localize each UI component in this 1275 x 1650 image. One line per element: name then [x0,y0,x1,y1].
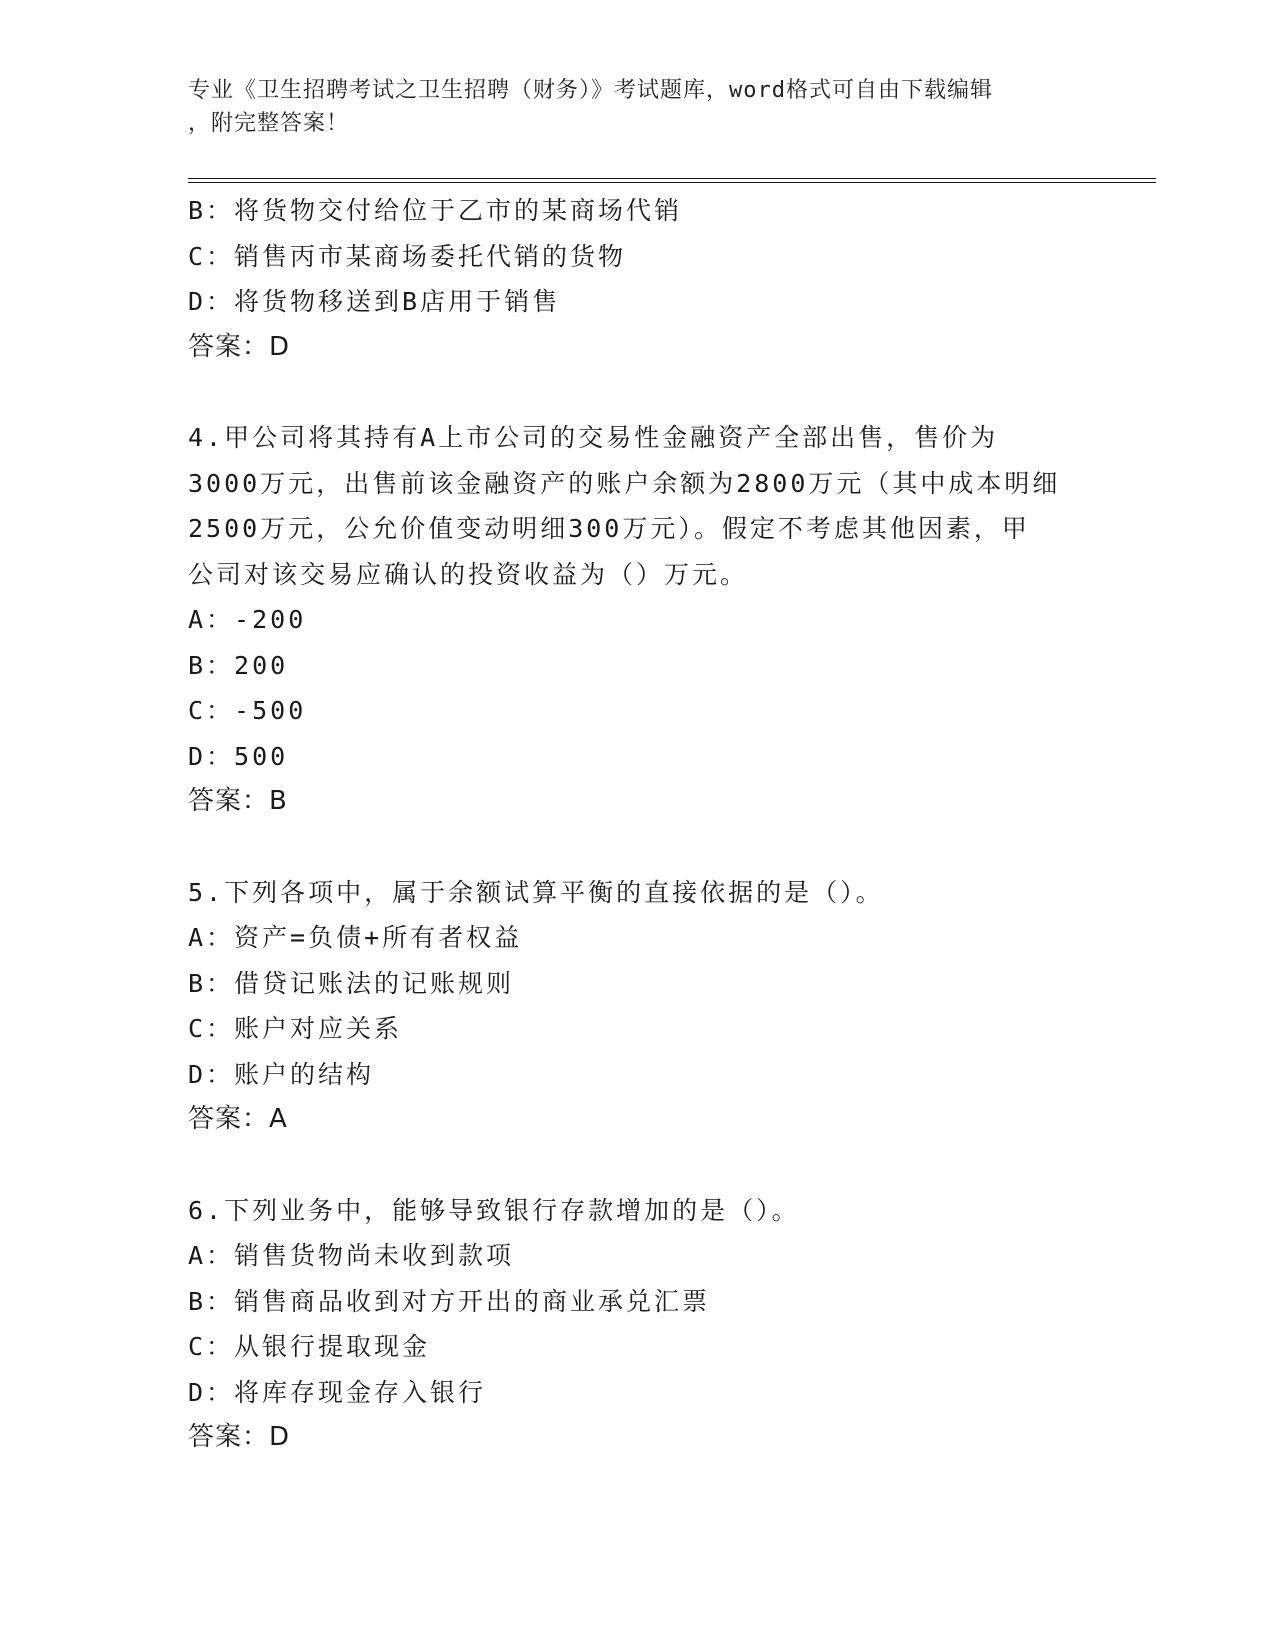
question-3 [188,188,1088,370]
option-b: B：将货物交付给位于乙市的某商场代销 [188,196,683,225]
option-b: B：借贷记账法的记账规则 [188,968,515,998]
option-d: D：将货物移送到B店用于销售 [188,287,561,316]
spacer [188,370,1088,415]
question-stem-line-2: 3000万元，出售前该金融资产的账户余额为2800万元（其中成本明细 [188,468,1061,498]
option-c: C：销售丙市某商场委托代销的货物 [188,241,627,271]
option-c: C：从银行提取现金 [188,1332,431,1361]
option-d: D：将库存现金存入银行 [188,1377,487,1407]
question-stem: 5.下列各项中，属于余额试算平衡的直接依据的是（）。 [188,877,884,907]
option-a: A：销售货物尚未收到款项 [188,1241,515,1270]
question-stem-line-4: 公司对该交易应确认的投资收益为（）万元。 [188,559,749,589]
page-header [188,74,1068,140]
option-a: A：资产=负债+所有者权益 [188,923,523,952]
question-4 [188,415,1088,825]
option-b: B：200 [188,650,289,680]
option-c: C：账户对应关系 [188,1014,403,1043]
option-c: C：-500 [188,696,307,725]
header-line-2: ，附完整答案！ [188,111,350,136]
option-d: D：500 [188,741,289,771]
spacer [188,825,1088,870]
answer: 答案：D [188,331,291,362]
option-a: A：-200 [188,605,307,634]
answer: 答案：D [188,1422,291,1452]
question-5 [188,870,1088,1143]
question-stem-line-1: 4.甲公司将其持有A上市公司的交易性金融资产全部出售，售价为 [188,423,999,452]
spacer [188,1143,1088,1188]
header-line-1: 专业《卫生招聘考试之卫生招聘（财务）》考试题库，word格式可自由下载编辑 [188,78,993,103]
question-stem: 6.下列业务中，能够导致银行存款增加的是（）。 [188,1195,800,1225]
option-b: B：销售商品收到对方开出的商业承兑汇票 [188,1286,711,1316]
question-6 [188,1188,1088,1461]
answer: 答案：B [188,786,288,816]
question-list [188,188,1088,1461]
header-divider [188,178,1156,183]
answer: 答案：A [188,1104,288,1134]
option-d: D：账户的结构 [188,1059,375,1089]
question-stem-line-3: 2500万元，公允价值变动明细300万元）。假定不考虑其他因素，甲 [188,514,1030,543]
